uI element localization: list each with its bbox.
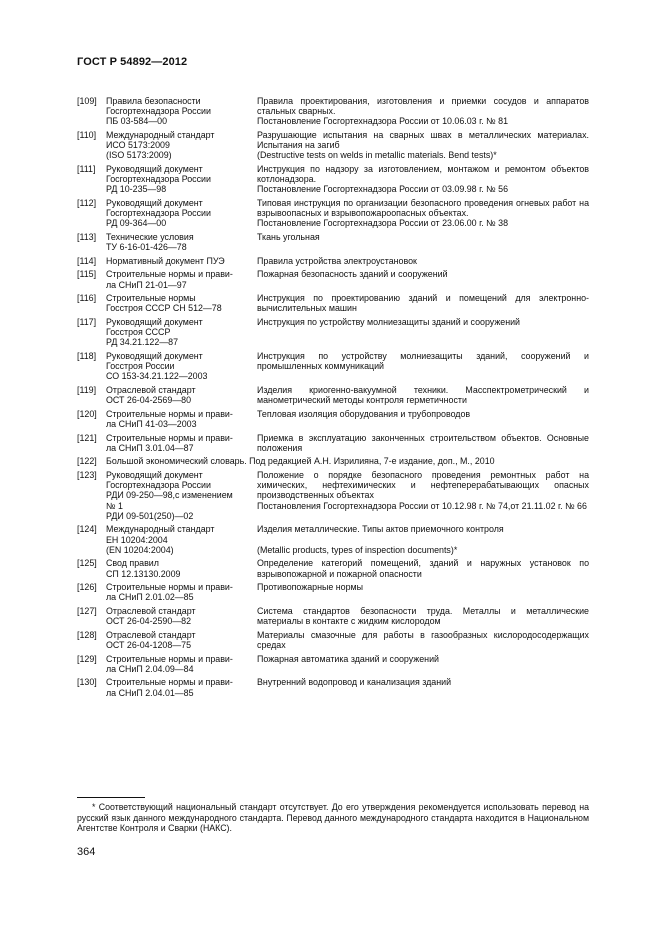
reference-description	[257, 654, 589, 674]
reference-document	[106, 524, 257, 555]
reference-row	[77, 524, 589, 555]
reference-row	[77, 198, 589, 229]
reference-description	[257, 130, 589, 161]
reference-row	[77, 164, 589, 195]
reference-description-line: Инструкция по проектированию зданий и помещений для электронно-вычислительных машин	[257, 293, 589, 314]
reference-document-line: Нормативный документ ПУЭ	[106, 255, 225, 266]
reference-description	[257, 409, 589, 429]
reference-document-line: Госстроя СССР СН 512—78	[106, 303, 222, 314]
reference-row	[77, 456, 589, 466]
reference-row	[77, 654, 589, 674]
reference-document-line: Строительные нормы и прави-	[106, 677, 233, 688]
reference-description-line	[257, 535, 589, 545]
reference-document	[106, 677, 257, 697]
reference-row	[77, 293, 589, 313]
reference-description	[257, 677, 589, 697]
reference-document-line: № 1	[106, 500, 123, 511]
reference-document-line: ЕН 10204:2004	[106, 534, 168, 545]
reference-description	[257, 630, 589, 650]
reference-description-line: (Metallic products, types of inspection documents)*	[257, 544, 458, 555]
reference-description-line: Правила проектирования, изготовления и приемки сосудов и аппаратов стальных сварных.	[257, 96, 589, 117]
reference-description-line: Постановление Госгортехнадзора России от 03.09.98 г. № 56	[257, 184, 509, 195]
reference-number: [113]	[77, 232, 97, 242]
reference-document-line: РД 10-235—98	[106, 184, 167, 195]
reference-description	[257, 269, 589, 289]
reference-document-line: ОСТ 26-04-2569—80	[106, 395, 192, 406]
reference-full-text: Большой экономический словарь. Под редакцией А.Н. Изрилияна, 7-е издание, доп., М., 2010	[106, 456, 495, 467]
reference-description	[257, 606, 589, 626]
reference-description-line: Пожарная автоматика зданий и сооружений	[257, 653, 439, 664]
reference-number: [118]	[77, 350, 97, 361]
reference-document	[106, 269, 257, 289]
reference-document-line: Строительные нормы и прави-	[106, 269, 233, 280]
reference-description-line: Тепловая изоляция оборудования и трубопроводов	[257, 408, 471, 419]
reference-row	[77, 630, 589, 650]
reference-document-line: Отраслевой стандарт	[106, 629, 196, 640]
reference-document-line: ОСТ 26-04-2590—82	[106, 616, 192, 627]
reference-description	[257, 317, 589, 348]
reference-row	[77, 351, 589, 382]
reference-description-line: Внутренний водопровод и канализация зданий	[257, 677, 452, 688]
reference-document	[106, 198, 257, 229]
reference-document-line: Госгортехнадзора России	[106, 174, 211, 185]
reference-number: [129]	[77, 653, 97, 664]
reference-document	[106, 582, 257, 602]
reference-description	[257, 524, 589, 555]
reference-row	[77, 677, 589, 697]
reference-document	[106, 606, 257, 626]
page-number: 364	[77, 846, 96, 858]
reference-row	[77, 582, 589, 602]
reference-document-line: ла СНиП 2.04.09—84	[106, 663, 194, 674]
reference-number: [124]	[77, 524, 97, 535]
reference-number: [128]	[77, 629, 97, 640]
reference-number: [117]	[77, 316, 97, 327]
reference-number: [120]	[77, 408, 97, 419]
document-header: ГОСТ Р 54892—2012	[77, 56, 188, 68]
reference-description-line: Инструкция по устройству молниезащиты зданий и сооружений	[257, 316, 521, 327]
reference-row	[77, 409, 589, 429]
reference-number: [111]	[77, 164, 96, 174]
reference-document-line: РДИ 09-501(250)—02	[106, 510, 194, 521]
reference-document-line: ПБ 03-584—00	[106, 116, 168, 127]
reference-document	[106, 130, 257, 161]
reference-document-line: СО 153-34.21.122—2003	[106, 371, 208, 382]
reference-document	[106, 232, 257, 252]
reference-document-line: ла СНиП 3.01.04—87	[106, 442, 194, 453]
reference-description-line: Система стандартов безопасности труда. Металлы и металлические материалы в контакте с жидким кислородом	[257, 605, 589, 627]
reference-number: [114]	[77, 255, 97, 266]
reference-document-line: РДИ 09-250—98,с изменением	[106, 490, 233, 501]
reference-document-line: Правила безопасности	[106, 96, 201, 106]
reference-description-line: Материалы смазочные для работы в газообразных кислородосодержащих средах	[257, 629, 589, 650]
reference-number: [126]	[77, 582, 97, 593]
reference-description-line: Постановления Госгортехнадзора России от 10.12.98 г. № 74,от 21.11.02 г. № 66	[257, 500, 587, 511]
reference-description-line: Инструкция по устройству молниезащиты зданий, сооружений и промышленных коммуникаций	[257, 350, 589, 372]
reference-document	[106, 654, 257, 674]
reference-number: [123]	[77, 469, 97, 480]
reference-document	[106, 164, 257, 195]
reference-description	[257, 470, 589, 521]
reference-number: [116]	[77, 293, 97, 304]
reference-description	[257, 198, 589, 229]
reference-document-line: Строительные нормы и прави-	[106, 582, 233, 593]
reference-document-line: (ISO 5173:2009)	[106, 150, 172, 161]
reference-list	[77, 96, 589, 701]
reference-document	[106, 317, 257, 348]
reference-document-line: РД 09-364—00	[106, 218, 167, 229]
reference-description-line: Положение о порядке безопасного проведения ремонтных работ на химических, нефтехимических и нефтеперерабатывающих опасных производственных объектах	[257, 469, 589, 501]
reference-row	[77, 606, 589, 626]
reference-description-line: Приемка в эксплуатацию законченных строительством объектов. Основные положения	[257, 432, 589, 453]
reference-document	[106, 256, 257, 266]
reference-number: [112]	[77, 198, 97, 208]
reference-row	[77, 232, 589, 252]
reference-document-line: ТУ 6-16-01-426—78	[106, 242, 187, 253]
reference-row	[77, 470, 589, 521]
reference-number: [121]	[77, 432, 97, 443]
reference-document-line: ИСО 5173:2009	[106, 140, 170, 151]
reference-document-line: ла СНиП 2.01.02—85	[106, 592, 194, 603]
reference-document-line: Строительные нормы и прави-	[106, 653, 233, 664]
reference-document-line: Отраслевой стандарт	[106, 384, 196, 395]
reference-number: [110]	[77, 130, 97, 140]
reference-number: [130]	[77, 677, 97, 688]
reference-description-line: Типовая инструкция по организации безопасного проведения огневых работ на взрывоопасных и взрывопожароопасных объектах.	[257, 198, 589, 219]
reference-number: [115]	[77, 269, 97, 280]
reference-document-line: Госгортехнадзора России	[106, 106, 211, 117]
reference-document-line: РД 34.21.122—87	[106, 337, 179, 348]
reference-number: [127]	[77, 605, 97, 616]
reference-document-line: Госстроя России	[106, 361, 175, 372]
reference-document-line: Отраслевой стандарт	[106, 605, 196, 616]
reference-row	[77, 433, 589, 453]
reference-document	[106, 96, 257, 127]
reference-document-line: Технические условия	[106, 232, 194, 242]
reference-description	[257, 164, 589, 195]
reference-number: [122]	[77, 456, 97, 467]
reference-description-line: Изделия металлические. Типы актов приемочного контроля	[257, 524, 504, 535]
reference-row	[77, 385, 589, 405]
reference-description	[257, 232, 589, 252]
reference-document-line: Строительные нормы и прави-	[106, 408, 233, 419]
reference-document	[106, 409, 257, 429]
reference-description	[257, 351, 589, 382]
footnote-divider	[77, 797, 145, 798]
reference-document	[106, 630, 257, 650]
reference-document-line: СП 12.13130.2009	[106, 568, 181, 579]
reference-document-line: Госстроя СССР	[106, 327, 171, 338]
reference-description	[257, 96, 589, 127]
reference-row	[77, 130, 589, 161]
reference-row	[77, 96, 589, 127]
reference-document-line: Международный стандарт	[106, 524, 215, 535]
reference-description-line: Разрушающие испытания на сварных швах в металлических материалах. Испытания на загиб	[257, 130, 589, 151]
reference-description-line: Постановление Госгортехнадзора России от 10.06.03 г. № 81	[257, 116, 509, 127]
reference-description-line: Инструкция по надзору за изготовлением, монтажом и ремонтом объектов котлонадзора.	[257, 164, 589, 185]
reference-document-line: Руководящий документ	[106, 198, 203, 208]
reference-document-line: ла СНиП 41-03—2003	[106, 418, 197, 429]
reference-description	[257, 293, 589, 313]
reference-document	[106, 433, 257, 453]
reference-document-line: (EN 10204:2004)	[106, 544, 174, 555]
reference-document-line: Строительные нормы и прави-	[106, 432, 233, 443]
reference-description	[257, 582, 589, 602]
reference-description-line: (Destructive tests on welds in metallic materials. Bend tests)*	[257, 150, 497, 161]
reference-document-line: Руководящий документ	[106, 164, 203, 174]
reference-document	[106, 558, 257, 578]
reference-number: [125]	[77, 558, 97, 569]
reference-description-line: Изделия криогенно-вакуумной техники. Масспектрометрический и манометрический методы контроля герметичности	[257, 384, 589, 406]
reference-document-line: Свод правил	[106, 558, 159, 569]
reference-document-line: Руководящий документ	[106, 469, 203, 480]
reference-number: [119]	[77, 384, 97, 395]
reference-document-line: Госгортехнадзора России	[106, 480, 211, 491]
reference-row	[77, 269, 589, 289]
reference-description	[257, 433, 589, 453]
reference-description-line: Противопожарные нормы	[257, 582, 364, 593]
reference-document-line: Госгортехнадзора России	[106, 208, 211, 219]
reference-row	[77, 256, 589, 266]
reference-row	[77, 558, 589, 578]
reference-document	[106, 385, 257, 405]
reference-document-line: Строительные нормы	[106, 293, 196, 304]
reference-document-line: Руководящий документ	[106, 350, 203, 361]
reference-document-line: ОСТ 26-04-1208—75	[106, 639, 192, 650]
reference-description-line: Постановление Госгортехнадзора России от 23.06.00 г. № 38	[257, 218, 509, 229]
reference-document	[106, 293, 257, 313]
reference-description	[257, 256, 589, 266]
reference-description-line: Правила устройства электроустановок	[257, 255, 417, 266]
reference-document-line: ла СНиП 21-01—97	[106, 279, 187, 290]
reference-document-line: ла СНиП 2.04.01—85	[106, 687, 194, 698]
reference-description-line: Пожарная безопасность зданий и сооружений	[257, 269, 448, 280]
reference-description-line: Определение категорий помещений, зданий и наружных установок по взрывопожарной и пожарной опасности	[257, 558, 589, 579]
reference-number: [109]	[77, 96, 97, 106]
reference-description	[257, 558, 589, 578]
reference-row	[77, 317, 589, 348]
reference-document-line: Международный стандарт	[106, 130, 215, 140]
footnote: * Соответствующий национальный стандарт отсутствует. До его утверждения рекомендуется использовать перевод на русский язык данного международного стандарта. Перевод данного международного стандарта находится в Национальном Агентстве Контроля и Сварки (НАКС).	[77, 802, 589, 834]
reference-document-line: Руководящий документ	[106, 316, 203, 327]
reference-document	[106, 351, 257, 382]
reference-document	[106, 470, 257, 521]
reference-description-line: Ткань угольная	[257, 232, 320, 242]
reference-description	[257, 385, 589, 405]
